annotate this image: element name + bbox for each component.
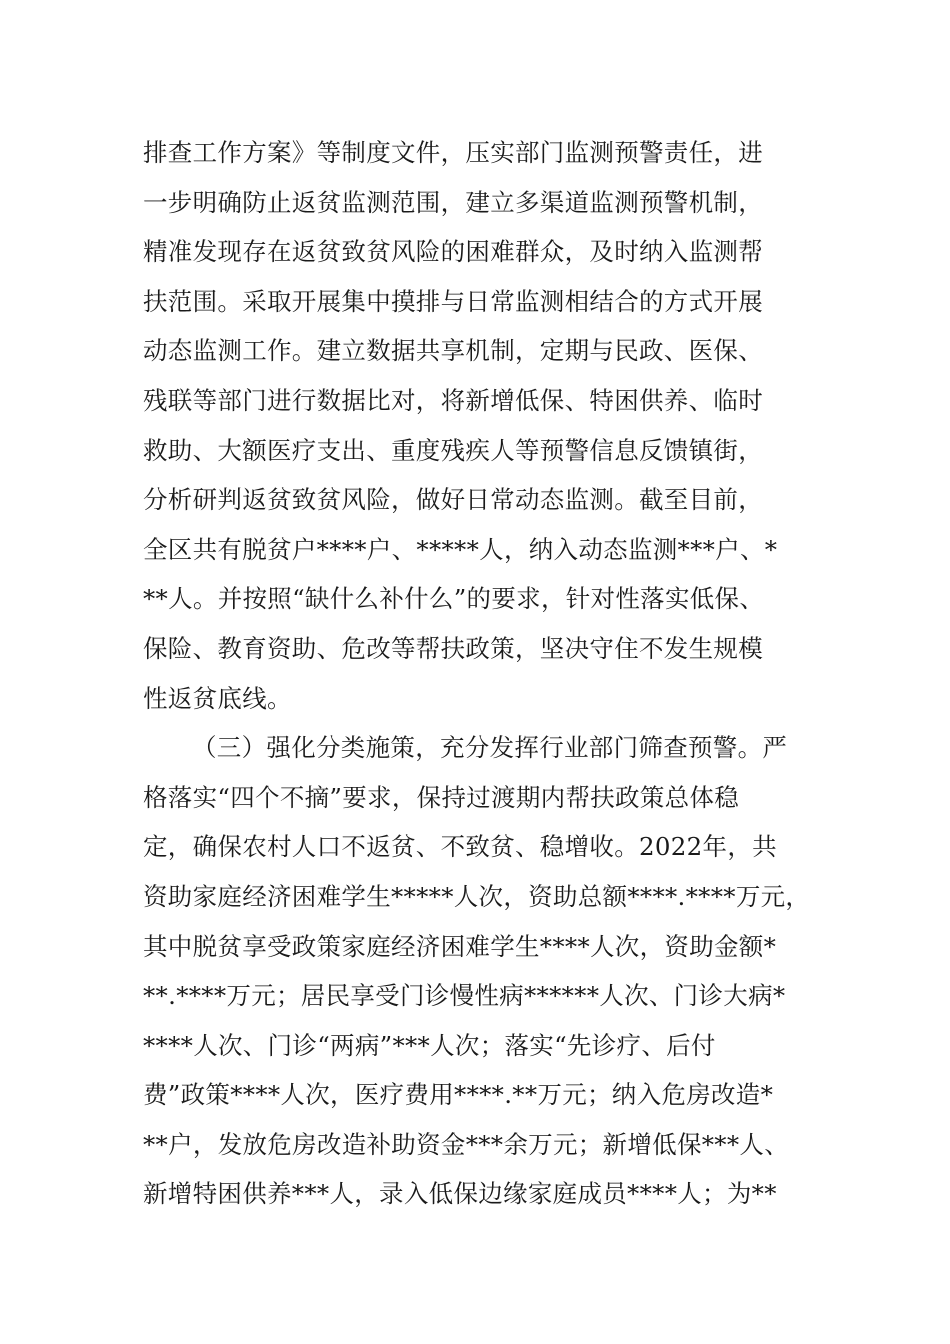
text-line: **户，发放危房改造补助资金***余万元；新增低保***人、 — [143, 1129, 789, 1159]
text-line: 格落实“四个不摘”要求，保持过渡期内帮扶政策总体稳 — [143, 782, 740, 812]
text-line: 排查工作方案》等制度文件，压实部门监测预警责任，进 — [143, 138, 763, 167]
text-line: 救助、大额医疗支出、重度残疾人等预警信息反馈镇街， — [143, 435, 763, 465]
text-line: 扶范围。采取开展集中摸排与日常监测相结合的方式开展 — [143, 286, 763, 316]
text-line: 分析研判返贫致贫风险，做好日常动态监测。截至目前， — [143, 485, 763, 515]
text-line: **人。并按照“缺什么补什么”的要求，针对性落实低保、 — [143, 584, 765, 614]
text-line: 新增特困供养***人，录入低保边缘家庭成员****人；为** — [143, 1179, 777, 1209]
text-line: 费”政策****人次，医疗费用****.**万元；纳入危房改造* — [143, 1080, 774, 1110]
text-line: 保险、教育资助、危改等帮扶政策，坚决守住不发生规模 — [143, 633, 763, 663]
text-line: ****人次、门诊“两病”***人次；落实“先诊疗、后付 — [143, 1030, 716, 1060]
section-heading-line: （三）强化分类施策，充分发挥行业部门筛查预警。严 — [192, 733, 788, 763]
text-line: 资助家庭经济困难学生*****人次，资助总额****.****万元， — [143, 881, 811, 911]
body-text — [143, 133, 823, 1224]
text-line: 其中脱贫享受政策家庭经济困难学生****人次，资助金额* — [143, 931, 777, 961]
text-line: 动态监测工作。建立数据共享机制，定期与民政、医保、 — [143, 336, 763, 366]
text-line: 精准发现存在返贫致贫风险的困难群众，及时纳入监测帮 — [143, 237, 763, 267]
text-line: 残联等部门进行数据比对，将新增低保、特困供养、临时 — [143, 385, 763, 415]
text-line: 性返贫底线。 — [143, 683, 292, 713]
text-line: 全区共有脱贫户****户、*****人，纳入动态监测***户、* — [143, 534, 778, 564]
text-line: 一步明确防止返贫监测范围，建立多渠道监测预警机制， — [143, 187, 763, 217]
text-line: 定，确保农村人口不返贫、不致贫、稳增收。2022年，共 — [143, 832, 777, 862]
text-line: **.****万元；居民享受门诊慢性病******人次、门诊大病* — [143, 981, 786, 1011]
